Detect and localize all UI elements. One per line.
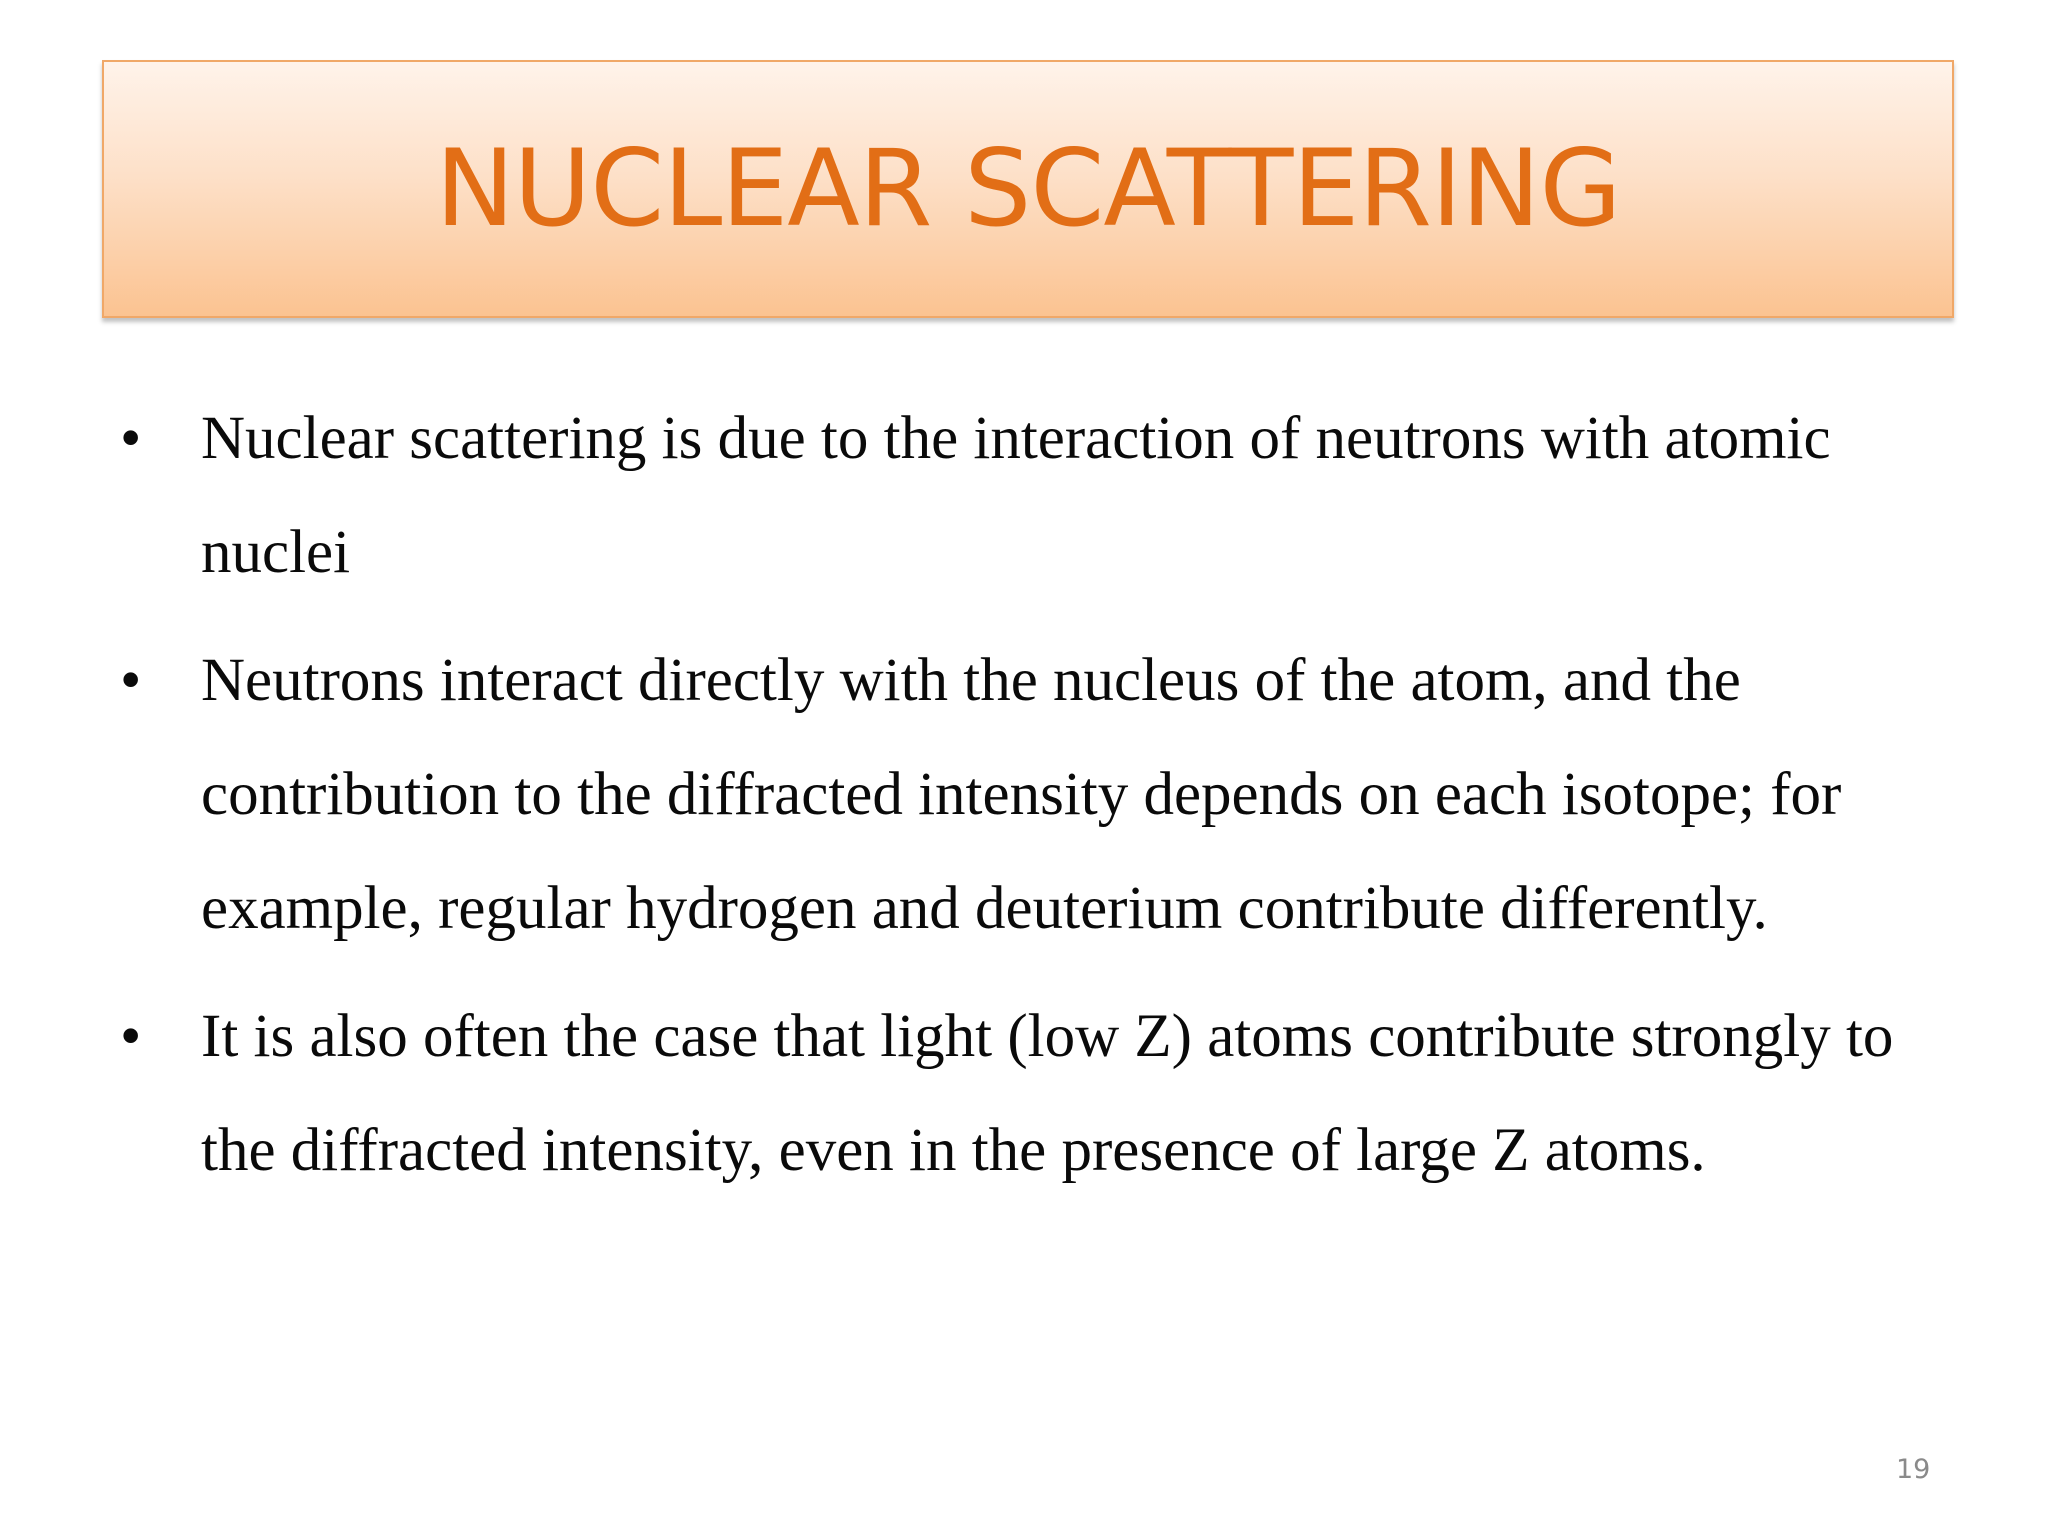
bullet-icon: • bbox=[120, 1003, 142, 1070]
bullet-icon: • bbox=[120, 647, 142, 714]
slide-title: NUCLEAR SCATTERING bbox=[435, 127, 1621, 250]
title-banner bbox=[102, 60, 1954, 318]
bullet-text: It is also often the case that light (low Z) atoms contribute strongly to the diffracted intensity, even in the presence of large Z atoms. bbox=[201, 1003, 1894, 1184]
bullet-icon: • bbox=[120, 405, 142, 472]
bullet-text: Neutrons interact directly with the nucleus of the atom, and the contribution to the diffracted intensity depends on each isotope; for example, regular hydrogen and deuterium contribute differently. bbox=[201, 647, 1842, 942]
bullet-item bbox=[120, 980, 1920, 1208]
bullet-item bbox=[120, 624, 1920, 966]
bullet-text: Nuclear scattering is due to the interaction of neutrons with atomic nuclei bbox=[201, 405, 1831, 586]
page-number: 19 bbox=[1896, 1454, 1931, 1485]
bullet-item bbox=[120, 382, 1920, 610]
bullet-list bbox=[120, 382, 1920, 1222]
